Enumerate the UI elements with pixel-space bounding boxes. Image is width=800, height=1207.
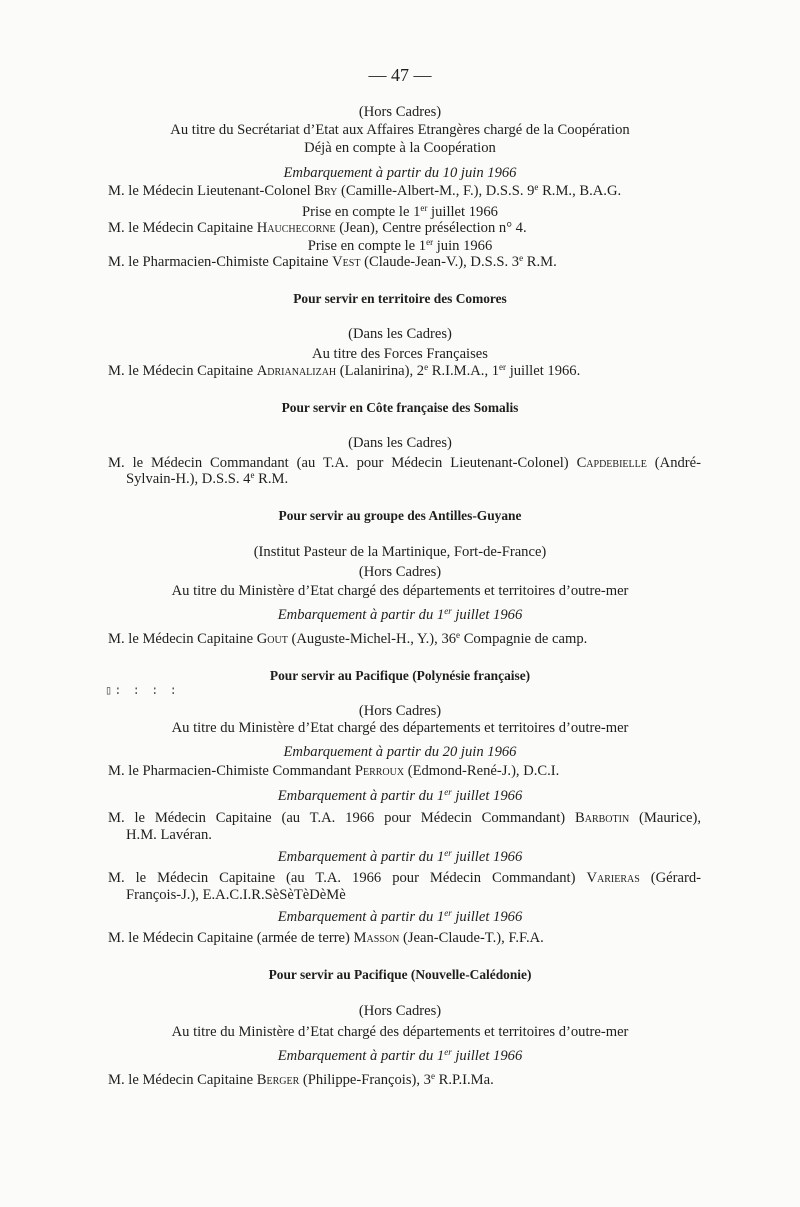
person-name: Hauchecorne: [256, 220, 336, 236]
personnel-entry-continued: H.M. Lavéran.: [126, 827, 212, 843]
personnel-entry: M. le Médecin Capitaine (au T.A. 1966 pour Médecin Commandant) Barbotin (Maurice),: [108, 810, 701, 826]
personnel-entry: M. le Médecin Capitaine Adrianalizah (Lalanirina), 2e R.I.M.A., 1er juillet 1966.: [108, 362, 581, 379]
person-name: Berger: [256, 1072, 300, 1088]
au-titre-line: Au titre du Ministère d’Etat chargé des départements et territoires d’outre-mer: [171, 583, 629, 599]
person-name: Vest: [332, 254, 361, 270]
hors-cadres-label: (Hors Cadres): [358, 1003, 442, 1019]
hors-cadres-label: (Hors Cadres): [358, 703, 442, 719]
section-heading-comores: Pour servir en territoire des Comores: [293, 291, 507, 306]
hors-cadres-label: (Hors Cadres): [358, 104, 442, 120]
deja-en-compte-line: Déjà en compte à la Coopération: [304, 140, 496, 156]
personnel-entry-continued: Sylvain-H.), D.S.S. 4e R.M.: [126, 470, 289, 487]
section-heading-somalis: Pour servir en Côte française des Somalis: [281, 400, 519, 415]
personnel-entry: M. le Médecin Capitaine (au T.A. 1966 pour Médecin Commandant) Varieras (Gérard-: [108, 870, 701, 886]
personnel-entry-continued: François-J.), E.A.C.I.R.SèSèTèDèMè: [126, 887, 346, 903]
au-titre-line: Au titre du Ministère d’Etat chargé des départements et territoires d’outre-mer: [171, 1024, 629, 1040]
au-titre-line: Au titre du Secrétariat d’Etat aux Affaires Etrangères chargé de la Coopération: [170, 122, 630, 138]
embarquement-line: Embarquement à partir du 1er juillet 1966: [277, 606, 523, 623]
personnel-entry: M. le Médecin Commandant (au T.A. pour Médecin Lieutenant-Colonel) Capdebielle (André-: [108, 455, 701, 471]
person-name: Varieras: [586, 870, 640, 886]
personnel-entry: M. le Médecin Lieutenant-Colonel Bry (Camille-Albert-M., F.), D.S.S. 9e R.M., B.A.G.: [108, 182, 622, 199]
embarquement-line: Embarquement à partir du 20 juin 1966: [283, 744, 517, 760]
person-name: Gout: [256, 631, 288, 647]
person-name: Perroux: [354, 763, 405, 779]
personnel-entry: M. le Médecin Capitaine Hauchecorne (Jean), Centre présélection n° 4.: [108, 220, 527, 236]
personnel-entry: M. le Médecin Capitaine Gout (Auguste-Michel-H., Y.), 36e Compagnie de camp.: [108, 630, 588, 647]
personnel-entry: M. le Médecin Capitaine Berger (Philippe-François), 3e R.P.I.Ma.: [108, 1071, 494, 1088]
prise-en-compte-line: Prise en compte le 1er juillet 1966: [302, 203, 498, 220]
scan-artifact: ▯: : : :: [105, 683, 179, 697]
hors-cadres-label: (Hors Cadres): [358, 564, 442, 580]
section-heading-antilles: Pour servir au groupe des Antilles-Guyane: [278, 508, 522, 523]
dans-cadres-label: (Dans les Cadres): [348, 326, 452, 342]
personnel-entry: M. le Médecin Capitaine (armée de terre) Masson (Jean-Claude-T.), F.F.A.: [108, 930, 544, 946]
person-name: Capdebielle: [576, 455, 647, 471]
personnel-entry: M. le Pharmacien-Chimiste Capitaine Vest (Claude-Jean-V.), D.S.S. 3e R.M.: [108, 253, 557, 270]
institut-label: (Institut Pasteur de la Martinique, Fort-de-France): [253, 544, 547, 560]
person-name: Masson: [353, 930, 400, 946]
dans-cadres-label: (Dans les Cadres): [348, 435, 452, 451]
personnel-entry: M. le Pharmacien-Chimiste Commandant Perroux (Edmond-René-J.), D.C.I.: [108, 763, 560, 779]
embarquement-line: Embarquement à partir du 1er juillet 1966: [277, 848, 523, 865]
au-titre-line: Au titre des Forces Françaises: [312, 346, 488, 362]
person-name: Barbotin: [574, 810, 630, 826]
embarquement-line: Embarquement à partir du 10 juin 1966: [283, 165, 517, 181]
person-name: Bry: [314, 183, 338, 199]
page-number: — 47 —: [368, 65, 432, 85]
embarquement-line: Embarquement à partir du 1er juillet 1966: [277, 787, 523, 804]
prise-en-compte-line: Prise en compte le 1er juin 1966: [307, 237, 493, 254]
embarquement-line: Embarquement à partir du 1er juillet 1966: [277, 908, 523, 925]
section-heading-caledonie: Pour servir au Pacifique (Nouvelle-Calédonie): [268, 967, 532, 982]
section-heading-polynesie: Pour servir au Pacifique (Polynésie française): [269, 668, 531, 683]
embarquement-line: Embarquement à partir du 1er juillet 1966: [277, 1047, 523, 1064]
au-titre-line: Au titre du Ministère d’Etat chargé des départements et territoires d’outre-mer: [171, 720, 629, 736]
person-name: Adrianalizah: [256, 363, 337, 379]
